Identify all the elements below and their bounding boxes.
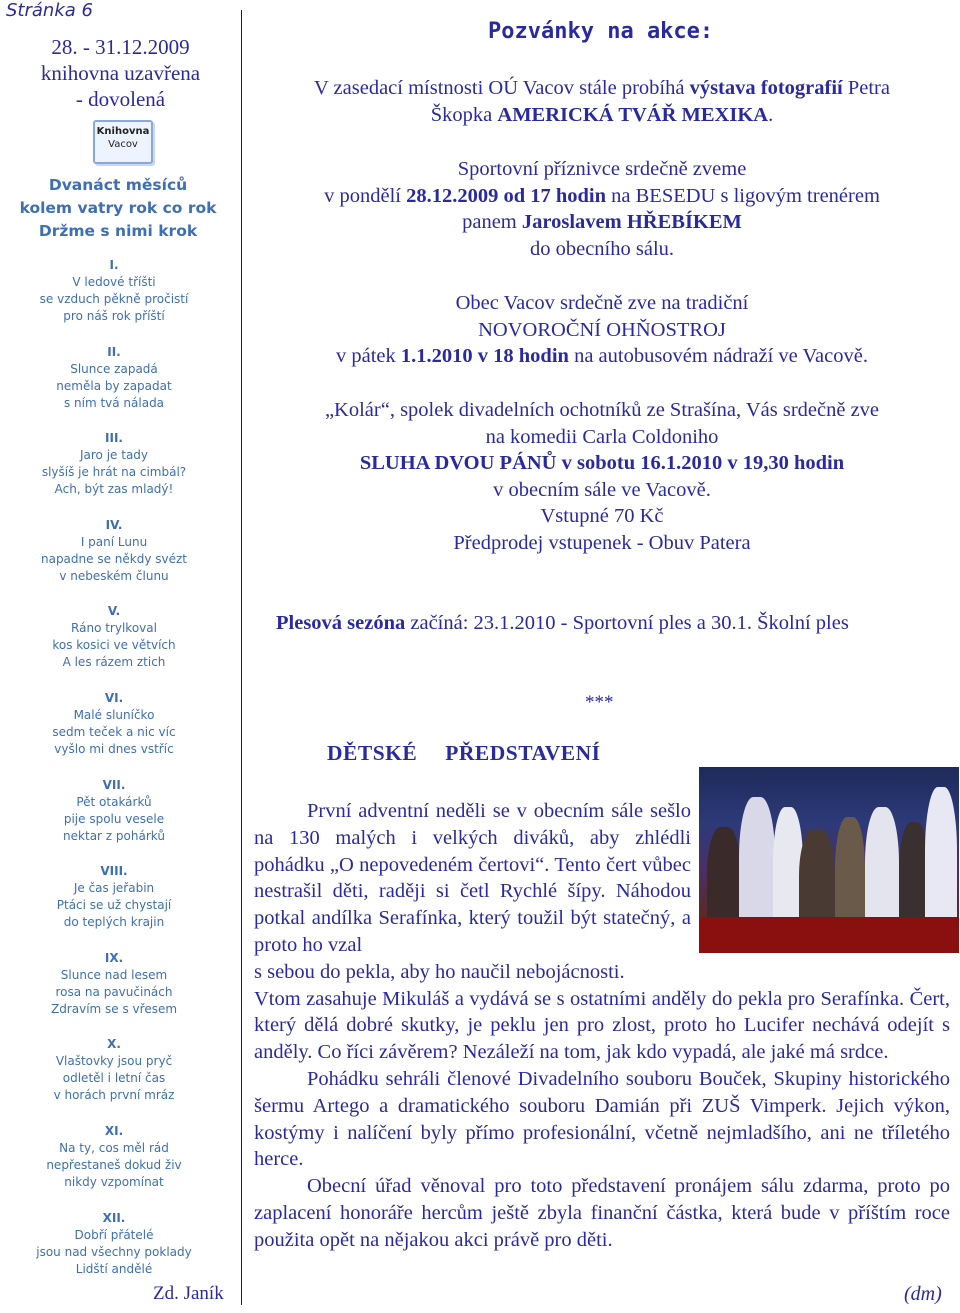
stanza-line: pije spolu vesele bbox=[63, 811, 165, 826]
closure-dates: 28. - 31.12.2009 bbox=[51, 35, 190, 59]
poem-stanza bbox=[0, 863, 228, 950]
fireworks-title: NOVOROČNÍ OHŇOSTROJ bbox=[478, 318, 726, 341]
article-title-word: DĚTSKÉ bbox=[327, 741, 418, 765]
article-body bbox=[254, 798, 950, 1254]
page-number: Stránka 6 bbox=[6, 0, 93, 21]
stanza-number: IX. bbox=[104, 950, 124, 965]
stanza-line: kos kosici ve větvích bbox=[52, 638, 176, 653]
poem-stanza bbox=[0, 517, 228, 604]
article-paragraph: Vtom zasahuje Mikuláš a vydává se s ostatními anděly do pekla pro Serafínka. Čert, který dělá dobré skutky, je peklu jen pro zlost, proto ho Lucifer nechává odejít s anděly. Co říci závěrem? Nezáleží na tom, jak kdo vypadá, ale jaké má srdce. bbox=[254, 987, 950, 1064]
article-paragraph: Obecní úřad věnoval pro toto představení pronájem sálu zdarma, proto po zaplacení honoráře hercům ještě zbyla finanční částka, která bude v příštím roce použita opět na nějakou akci právě pro děti. bbox=[254, 1175, 950, 1251]
stanza-line: nektar z pohárků bbox=[63, 828, 165, 843]
stanza-line: nikdy vzpomínat bbox=[64, 1174, 164, 1189]
exhibit-text: . bbox=[768, 103, 774, 126]
stanza-line: Lidští andělé bbox=[75, 1261, 153, 1276]
exhibit-text: Petra bbox=[842, 77, 890, 99]
stanza-line: Slunce nad lesem bbox=[60, 967, 168, 982]
poem-stanza bbox=[0, 1123, 228, 1210]
poem-stanza bbox=[0, 257, 228, 344]
article-title bbox=[327, 741, 600, 766]
stanza-number: VII. bbox=[102, 777, 126, 792]
article-paragraph: První adventní neděli se v obecním sále sešlo na 130 malých i velkých diváků, aby zhlédli pohádku „O nepovedeném čertovi“. Tento čert vůbec nestrašil děti, raději si četl Rychlé šípy. Náhodou potkal andílka Serafínka, který toužil být statečný, a proto ho vzal bbox=[254, 800, 691, 956]
sport-text: Sportovní příznivce srdečně zveme bbox=[457, 158, 747, 180]
stanza-line: Ach, být zas mladý! bbox=[54, 482, 174, 497]
stanza-number: VIII. bbox=[100, 864, 128, 879]
exhibit-text: V zasedací místnosti OÚ Vacov stále probíhá bbox=[314, 77, 690, 99]
stanza-line: Ráno trylkoval bbox=[71, 621, 157, 636]
sport-guest: Jaroslavem HŘEBÍKEM bbox=[521, 211, 742, 233]
poem-stanza bbox=[0, 777, 228, 864]
poem-stanza bbox=[0, 603, 228, 690]
article-title-word: PŘEDSTAVENÍ bbox=[445, 741, 601, 765]
stanza-line: jsou nad všechny poklady bbox=[36, 1244, 192, 1259]
poem-stanza bbox=[0, 950, 228, 1037]
poem-title-line: Držme s nimi krok bbox=[38, 222, 198, 240]
library-logo-icon bbox=[93, 120, 153, 164]
stanza-line: A les rázem ztich bbox=[62, 655, 166, 670]
stanza-number: VI. bbox=[104, 690, 124, 705]
sport-date: 28.12.2009 od 17 hodin bbox=[406, 184, 607, 207]
stanza-line: Na ty, cos měl rád bbox=[59, 1140, 169, 1155]
ball-season-announcement bbox=[276, 612, 849, 635]
stanza-number: II. bbox=[107, 344, 121, 359]
stanza-line: Vlaštovky jsou pryč bbox=[55, 1054, 173, 1069]
stanza-number: IV. bbox=[105, 517, 123, 532]
sport-text: do obecního sálu. bbox=[529, 237, 675, 260]
stanza-number: XI. bbox=[104, 1123, 124, 1138]
stanza-line: vyšlo mi dnes vstříc bbox=[54, 741, 174, 756]
poem-stanza bbox=[0, 344, 228, 431]
stanza-number: V. bbox=[107, 604, 121, 619]
stanza-line: Zdravím se s vřesem bbox=[50, 1001, 178, 1016]
exhibit-title: AMERICKÁ TVÁŘ MEXIKA bbox=[497, 103, 769, 126]
ball-season-text: začíná: 23.1.2010 - Sportovní ples a 30.1. Školní ples bbox=[405, 612, 849, 634]
theatre-title: SLUHA DVOU PÁNŮ v sobotu 16.1.2010 v 19,30 hodin bbox=[359, 452, 845, 474]
stanza-number: XII. bbox=[102, 1210, 126, 1225]
fireworks-text: Obec Vacov srdečně zve na tradiční bbox=[455, 292, 749, 314]
library-closure-notice bbox=[0, 34, 241, 112]
sport-text: na BESEDU s ligovým trenérem bbox=[606, 184, 880, 207]
fireworks-text: v pátek bbox=[336, 345, 401, 367]
stanza-line: pro náš rok příští bbox=[63, 309, 165, 323]
ball-season-label: Plesová sezóna bbox=[276, 612, 406, 634]
stanza-line: Je čas jeřabin bbox=[73, 881, 155, 896]
fireworks-announcement bbox=[262, 290, 942, 370]
stanza-line: v horách první mráz bbox=[53, 1088, 175, 1103]
article-paragraph: Pohádku sehráli členové Divadelního souboru Bouček, Skupiny historického šermu Artego a dramatického souboru Damián při ZUŠ Vimperk. Jejich výkon, kostýmy i nalíčení byly přímo profesionální, včetně nejmladšího, ani ne tříletého herce. bbox=[254, 1067, 950, 1171]
stanza-line: s ním tvá nálada bbox=[63, 395, 165, 410]
column-divider bbox=[241, 10, 242, 1305]
theatre-text: na komedii Carla Coldoniho bbox=[485, 425, 719, 448]
fireworks-text: na autobusovém nádraží ve Vacově. bbox=[568, 345, 868, 367]
logo-line-1: Knihovna bbox=[96, 126, 150, 137]
stanza-line: napadne se někdy svézt bbox=[40, 551, 187, 566]
exhibit-announcement bbox=[262, 75, 942, 128]
stanza-line: nepřestaneš dokud živ bbox=[46, 1157, 182, 1172]
sport-announcement bbox=[262, 156, 942, 262]
poem-stanza bbox=[0, 1036, 228, 1123]
sport-text: v pondělí bbox=[324, 184, 407, 207]
stanza-line: Slunce zapadá bbox=[70, 361, 158, 376]
haiku-poem bbox=[0, 257, 228, 1296]
stanza-line: sedm teček a nic víc bbox=[52, 724, 176, 739]
theatre-text: „Kolár“, spolek divadelních ochotníků ze Strašína, Vás srdečně zve bbox=[324, 399, 880, 421]
article-author: (dm) bbox=[904, 1283, 942, 1305]
stanza-line: neměla by zapadat bbox=[56, 378, 172, 393]
stanza-line: I paní Lunu bbox=[80, 534, 148, 549]
stanza-line: Dobří přátelé bbox=[74, 1227, 154, 1242]
closure-text: knihovna uzavřena bbox=[40, 61, 201, 85]
stanza-line: odletěl i letní čas bbox=[62, 1071, 166, 1086]
theatre-price: Vstupné 70 Kč bbox=[540, 505, 664, 527]
stanza-line: v nebeském člunu bbox=[59, 568, 169, 583]
poem-stanza bbox=[0, 690, 228, 777]
stanza-line: Jaro je tady bbox=[79, 448, 149, 463]
poem-title-line: kolem vatry rok co rok bbox=[19, 199, 217, 217]
stanza-line: do teplých krajin bbox=[63, 915, 165, 930]
poem-title-line: Dvanáct měsíců bbox=[48, 176, 188, 194]
stanza-line: Pět otakárků bbox=[76, 794, 152, 809]
stanza-line: V ledové tříšti bbox=[72, 275, 156, 289]
theatre-text: v obecním sále ve Vacově. bbox=[493, 478, 711, 501]
closure-reason: - dovolená bbox=[75, 87, 166, 111]
exhibit-author: Škopka bbox=[430, 103, 498, 126]
stanza-line: Malé sluníčko bbox=[73, 707, 155, 722]
stanza-number: X. bbox=[107, 1037, 121, 1052]
stanza-number: III. bbox=[105, 431, 123, 446]
poem-stanza bbox=[0, 430, 228, 517]
poem-title bbox=[0, 174, 236, 243]
stanza-number: I. bbox=[109, 258, 119, 272]
events-heading: Pozvánky na akce: bbox=[488, 19, 714, 44]
logo-line-2: Vacov bbox=[108, 139, 138, 150]
exhibit-type: výstava fotografií bbox=[689, 77, 843, 99]
fireworks-date: 1.1.2010 v 18 hodin bbox=[400, 345, 569, 367]
sport-text: panem bbox=[462, 211, 522, 233]
stanza-line: se vzduch pěkně pročistí bbox=[39, 292, 189, 306]
stanza-line: Ptáci se už chystají bbox=[56, 898, 172, 913]
article-paragraph-line: s sebou do pekla, aby ho naučil nebojácnosti. bbox=[254, 960, 625, 983]
stanza-line: slyšíš je hrát na cimbál? bbox=[41, 465, 187, 480]
section-separator: *** bbox=[585, 692, 614, 713]
theatre-presale: Předprodej vstupenek - Obuv Patera bbox=[453, 531, 751, 554]
theatre-announcement bbox=[262, 397, 942, 556]
stanza-line: rosa na pavučinách bbox=[55, 984, 173, 999]
poem-author: Zd. Janík bbox=[153, 1283, 224, 1304]
